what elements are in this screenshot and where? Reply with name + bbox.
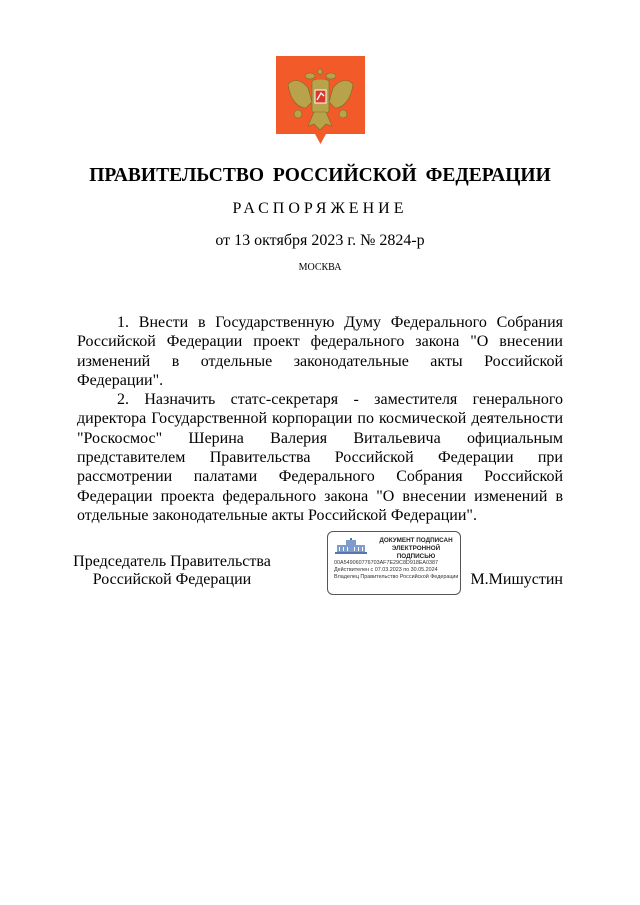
stamp-heading-line-2: ЭЛЕКТРОННОЙ ПОДПИСЬЮ bbox=[391, 545, 441, 560]
document-type: РАСПОРЯЖЕНИЕ bbox=[232, 200, 408, 217]
government-title: ПРАВИТЕЛЬСТВО РОССИЙСКОЙ ФЕДЕРАЦИИ bbox=[89, 165, 551, 186]
certificate-validity: Действителен с 07.03.2023 по 30.05.2024 bbox=[334, 566, 438, 573]
position-line-1: Председатель Правительства bbox=[73, 553, 271, 570]
coat-of-arms-emblem bbox=[276, 56, 365, 144]
signatory-name: М.Мишустин bbox=[470, 571, 563, 588]
paragraph-1: 1. Внести в Государственную Думу Федерального Собрания Российской Федерации проект федерального закона "О внесении изменений в отдельные законодательные акты Российской Федерации". bbox=[77, 314, 563, 389]
position-line-2: Российской Федерации bbox=[92, 571, 252, 588]
paragraph-2: 2. Назначить статс-секретаря - заместителя генерального директора Государственной корпорации по космической деятельности "Роскосмос" Шерина Валерия Витальевича официальным представителем Правительства Российской Федерации при рассмотрении палатами Федерального Собрания Российской Федерации проекта федерального закона "О внесении изменений в отдельные законодательные акты Российской Федерации". bbox=[77, 391, 563, 524]
stamp-heading-line-1: ДОКУМЕНТ ПОДПИСАН bbox=[379, 537, 453, 544]
document-date-number: от 13 октября 2023 г. № 2824-р bbox=[215, 232, 425, 249]
government-building-icon bbox=[335, 538, 367, 554]
electronic-signature-stamp bbox=[327, 531, 461, 595]
document-city: МОСКВА bbox=[298, 262, 342, 273]
certificate-owner: Владелец Правительство Российской Федерации bbox=[334, 573, 459, 580]
document-body bbox=[77, 313, 563, 525]
stamp-details bbox=[334, 560, 459, 580]
signatory-position bbox=[72, 553, 272, 589]
certificate-number: 00A549060776703AF7E29C8D918EA0387 bbox=[334, 560, 439, 566]
stamp-heading bbox=[372, 537, 460, 561]
